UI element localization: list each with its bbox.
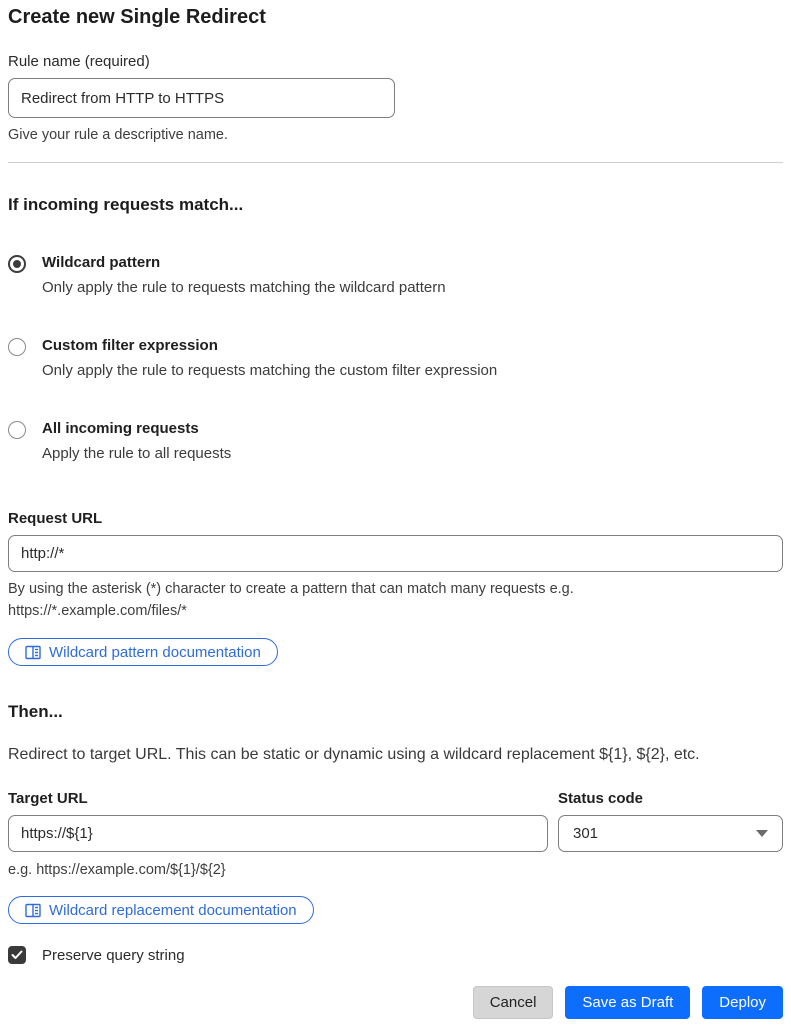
- radio-option-description: Only apply the rule to requests matching the custom filter expression: [42, 362, 498, 379]
- radio-option-description: Only apply the rule to requests matching the wildcard pattern: [42, 279, 446, 296]
- save-as-draft-button[interactable]: Save as Draft: [565, 986, 690, 1019]
- request-url-label: Request URL: [8, 510, 103, 527]
- request-url-input[interactable]: [8, 535, 783, 572]
- preserve-query-checkbox-row[interactable]: [8, 946, 783, 964]
- radio-option-all-requests[interactable]: [8, 419, 783, 464]
- wildcard-replacement-docs-button[interactable]: [8, 896, 314, 924]
- checkbox-icon[interactable]: [8, 946, 26, 964]
- radio-icon[interactable]: [8, 255, 26, 273]
- status-code-select[interactable]: [558, 815, 783, 852]
- radio-option-label: All incoming requests: [42, 420, 199, 437]
- status-code-section: [558, 790, 783, 852]
- target-url-section: [8, 790, 548, 852]
- book-icon: [25, 903, 41, 918]
- preserve-query-label: Preserve query string: [42, 946, 185, 964]
- status-code-value: 301: [573, 825, 599, 842]
- request-url-section: [8, 510, 783, 666]
- rule-name-section: [8, 53, 783, 146]
- request-url-help-line2: https://*.example.com/files/*: [8, 603, 187, 619]
- target-url-input[interactable]: [8, 815, 548, 852]
- target-url-label: Target URL: [8, 790, 88, 807]
- cancel-button[interactable]: Cancel: [473, 986, 554, 1019]
- request-url-help-line1: By using the asterisk (*) character to create a pattern that can match many requests e.g.: [8, 581, 574, 597]
- wildcard-pattern-docs-button[interactable]: [8, 638, 278, 666]
- then-section-heading: Then...: [8, 702, 63, 721]
- caret-down-icon: [756, 830, 768, 837]
- request-url-help: [8, 578, 783, 622]
- match-section-heading: If incoming requests match...: [8, 195, 244, 214]
- rule-name-input[interactable]: [8, 78, 395, 118]
- status-code-label: Status code: [558, 790, 644, 807]
- doc-button-label: Wildcard pattern documentation: [49, 643, 261, 661]
- radio-option-custom-filter[interactable]: [8, 336, 783, 381]
- radio-icon[interactable]: [8, 338, 26, 356]
- section-divider: [8, 162, 783, 163]
- radio-option-label: Custom filter expression: [42, 337, 218, 354]
- radio-option-label: Wildcard pattern: [42, 254, 161, 271]
- radio-icon[interactable]: [8, 421, 26, 439]
- footer-actions: [8, 986, 783, 1019]
- radio-option-wildcard-pattern[interactable]: [8, 253, 783, 298]
- match-radio-group: [8, 253, 783, 464]
- doc-button-label: Wildcard replacement documentation: [49, 901, 297, 919]
- book-icon: [25, 645, 41, 660]
- target-url-help: e.g. https://example.com/${1}/${2}: [8, 862, 226, 878]
- radio-option-description: Apply the rule to all requests: [42, 445, 232, 462]
- rule-name-help: Give your rule a descriptive name.: [8, 127, 229, 143]
- rule-name-label: Rule name (required): [8, 53, 150, 70]
- deploy-button[interactable]: Deploy: [702, 986, 783, 1019]
- page-title: Create new Single Redirect: [8, 6, 266, 28]
- target-row: [8, 790, 783, 852]
- then-description: Redirect to target URL. This can be static or dynamic using a wildcard replacement ${1}, ${2}, etc.: [8, 746, 700, 763]
